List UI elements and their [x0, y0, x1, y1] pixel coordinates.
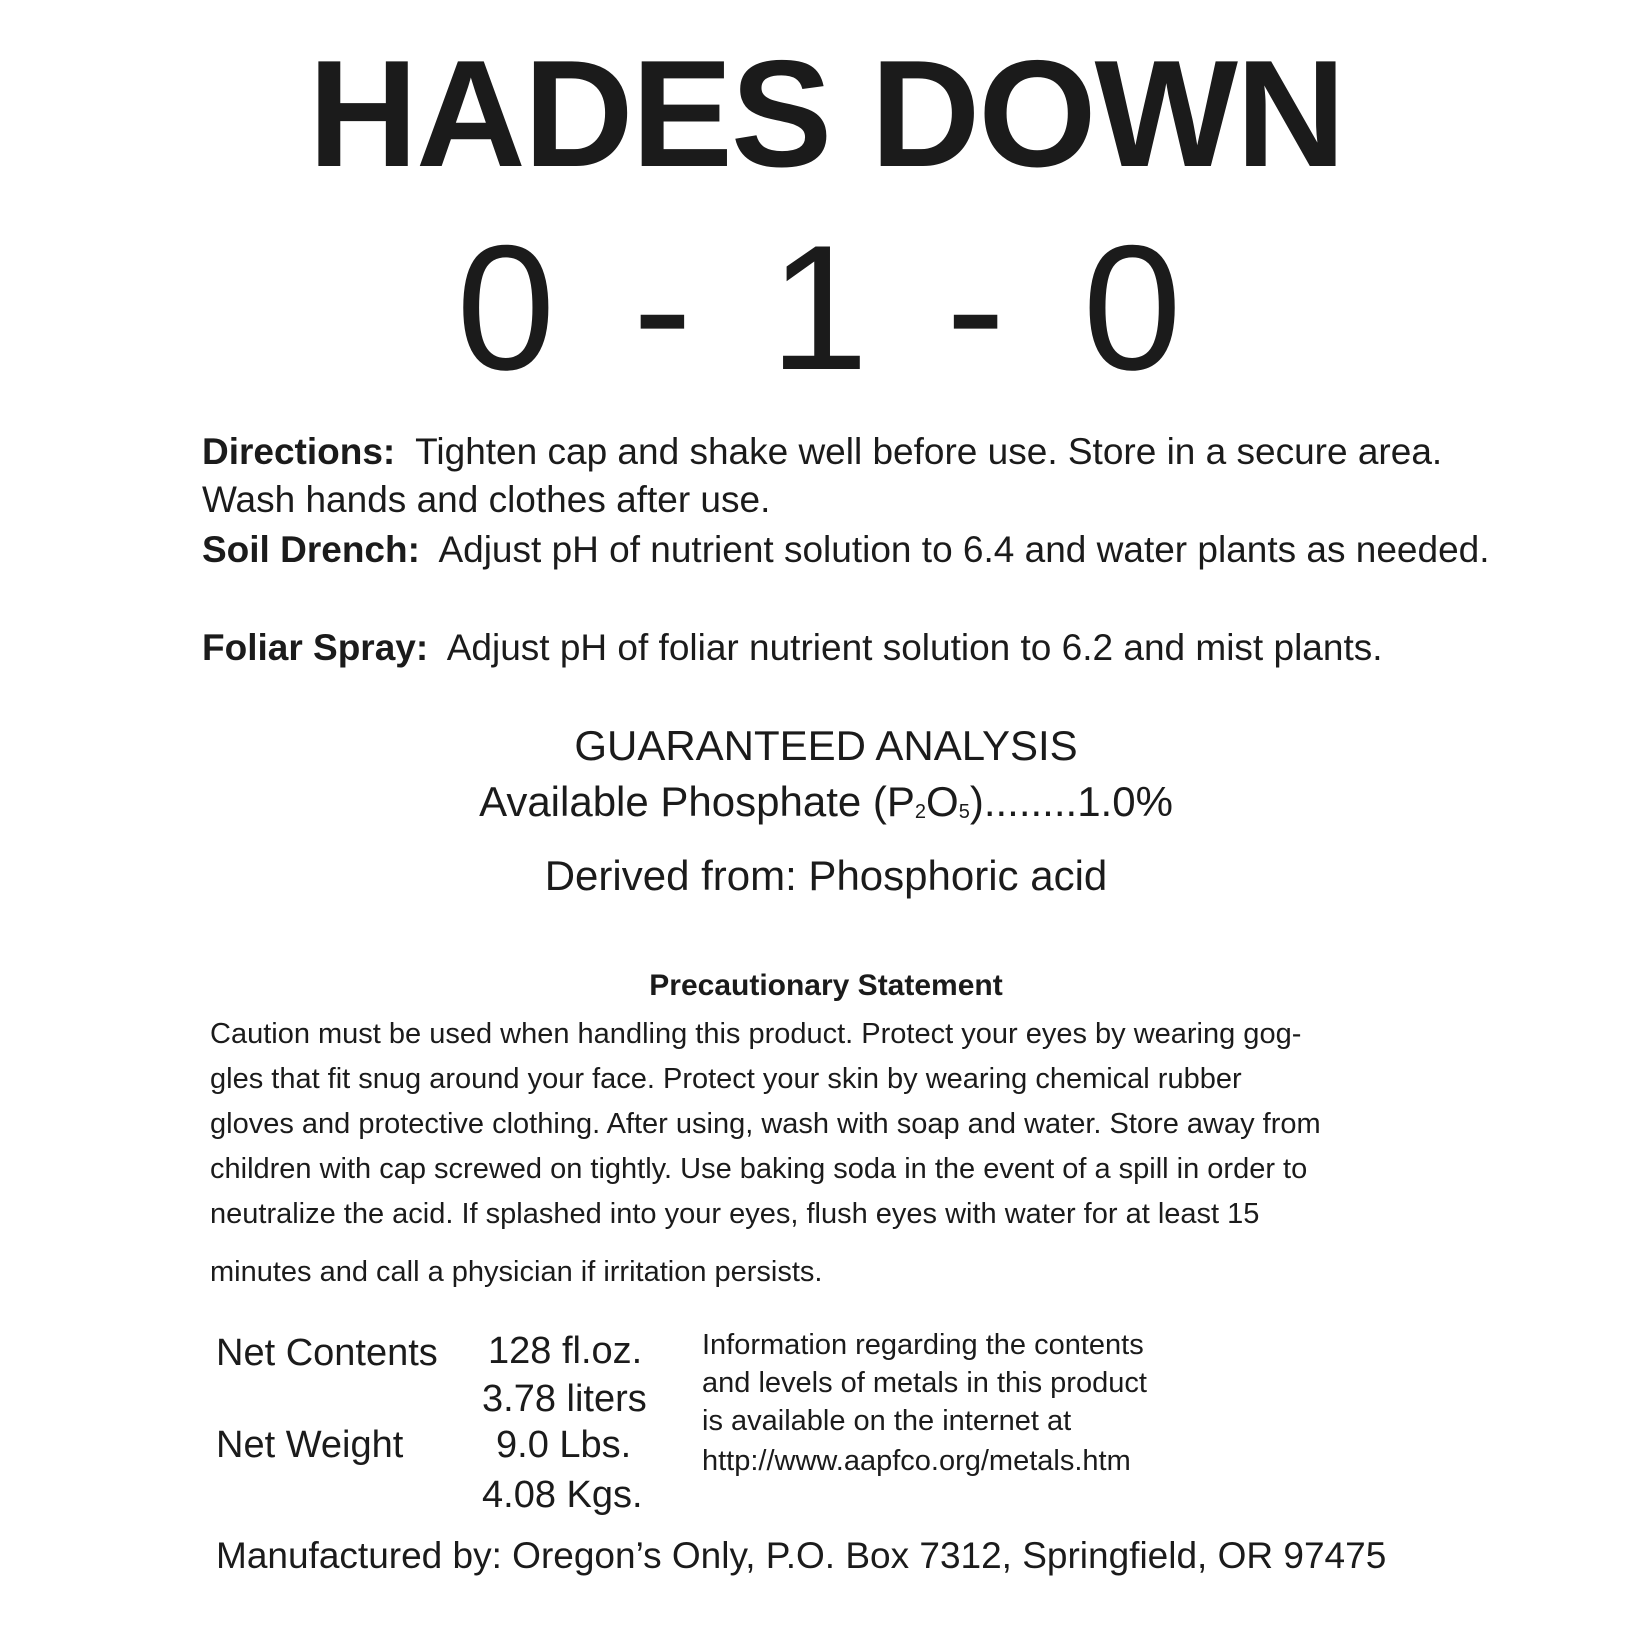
- metals-info-line: Information regarding the contents: [702, 1329, 1144, 1361]
- phosphate-label-suffix: )........: [969, 778, 1078, 825]
- phosphate-analysis-line: [0, 774, 1652, 830]
- net-contents-liters: 3.78 liters: [482, 1378, 647, 1420]
- precaution-line: gloves and protective clothing. After using, wash with soap and water. Store away from: [210, 1108, 1321, 1140]
- net-contents-floz: 128 fl.oz.: [488, 1330, 643, 1372]
- foliar-spray-text: Adjust pH of foliar nutrient solution to 6.2 and mist plants.: [446, 627, 1383, 668]
- metals-info-line: is available on the internet at: [702, 1405, 1072, 1437]
- net-weight-lbs: 9.0 Lbs.: [496, 1424, 632, 1466]
- directions-paragraph: [202, 428, 1532, 524]
- net-weight-label: Net Weight: [216, 1424, 404, 1466]
- precautionary-heading: Precautionary Statement: [649, 969, 1003, 1002]
- precaution-line: neutralize the acid. If splashed into your eyes, flush eyes with water for at least 15: [210, 1198, 1260, 1230]
- phosphate-subscript-2: 2: [914, 801, 927, 823]
- soil-drench-heading: Soil Drench:: [202, 529, 420, 570]
- soil-drench-text: Adjust pH of nutrient solution to 6.4 and water plants as needed.: [438, 529, 1490, 570]
- metals-info-line: and levels of metals in this product: [702, 1367, 1147, 1399]
- npk-ratio: 0 - 1 - 0: [456, 208, 1196, 407]
- phosphate-label-prefix: Available Phosphate (P: [479, 778, 915, 825]
- directions-heading: Directions:: [202, 431, 396, 472]
- precaution-line: gles that fit snug around your face. Protect your skin by wearing chemical rubber: [210, 1063, 1242, 1095]
- soil-drench-paragraph: [202, 526, 1532, 574]
- precaution-line: minutes and call a physician if irritation persists.: [210, 1256, 823, 1288]
- directions-text: Tighten cap and shake well before use. Store in a secure area. Wash hands and clothes after use.: [202, 431, 1443, 520]
- phosphate-value: 1.0%: [1077, 778, 1173, 825]
- foliar-spray-paragraph: [202, 624, 1532, 672]
- metals-info-url: http://www.aapfco.org/metals.htm: [702, 1445, 1131, 1477]
- net-contents-label: Net Contents: [216, 1332, 438, 1374]
- phosphate-subscript-5: 5: [958, 801, 970, 823]
- precaution-line: children with cap screwed on tightly. Use baking soda in the event of a spill in order to: [210, 1153, 1308, 1185]
- product-title: HADES DOWN: [308, 29, 1344, 199]
- manufacturer-line: Manufactured by: Oregon’s Only, P.O. Box 7312, Springfield, OR 97475: [216, 1535, 1387, 1576]
- guaranteed-analysis-heading: GUARANTEED ANALYSIS: [574, 722, 1078, 769]
- derived-from-line: Derived from: Phosphoric acid: [544, 852, 1108, 899]
- precaution-line: Caution must be used when handling this product. Protect your eyes by wearing gog-: [210, 1018, 1302, 1050]
- phosphate-label-mid: O: [926, 778, 959, 825]
- net-weight-kgs: 4.08 Kgs.: [482, 1474, 643, 1516]
- foliar-spray-heading: Foliar Spray:: [202, 627, 429, 668]
